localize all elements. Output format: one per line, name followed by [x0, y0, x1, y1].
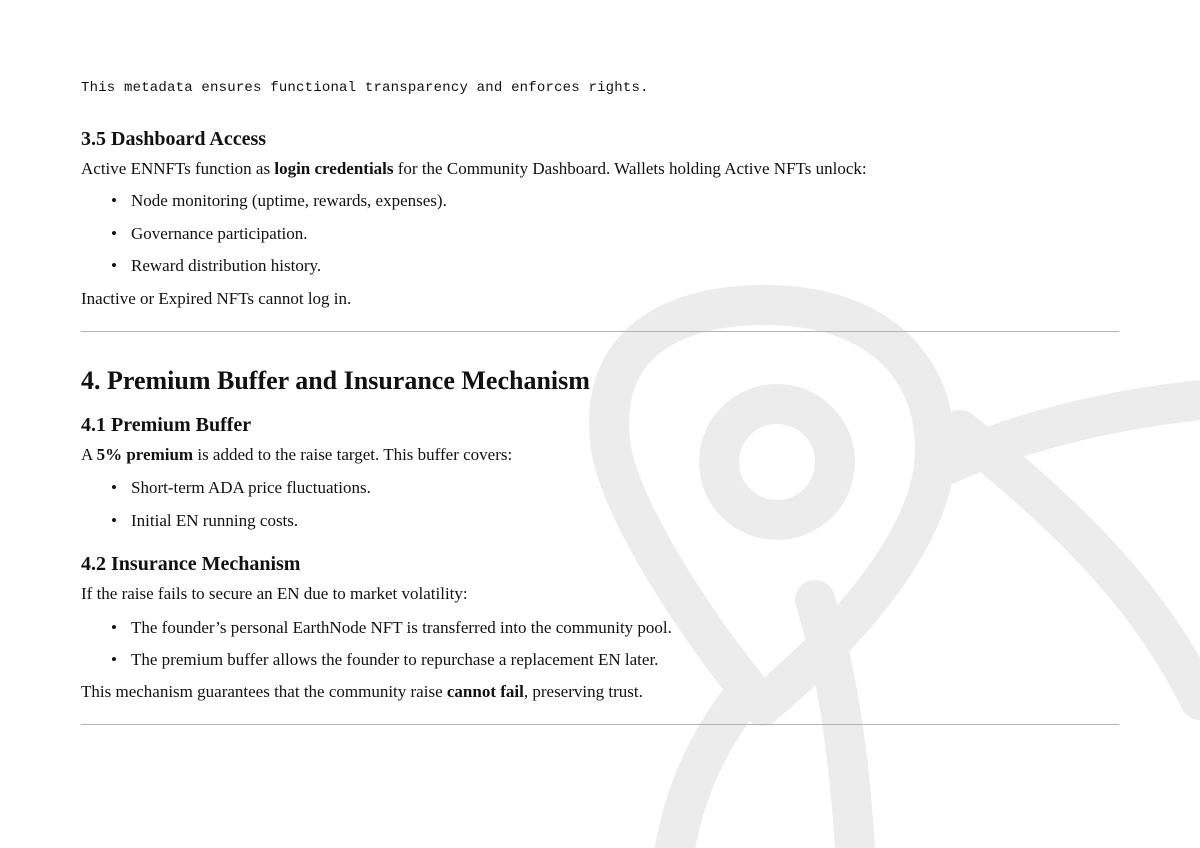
- section-4-2-conclusion-text-after: , preserving trust.: [523, 682, 643, 701]
- bullet-icon: •: [111, 618, 117, 637]
- section-4-2-heading: 4.2 Insurance Mechanism: [81, 553, 301, 575]
- list-item-text: Short-term ADA price fluctuations.: [131, 478, 371, 497]
- section-4-2-conclusion-bold: cannot fail: [446, 682, 524, 701]
- section-4-1-heading: 4.1 Premium Buffer: [81, 414, 252, 436]
- list-item-text: Reward distribution history.: [131, 256, 322, 275]
- section-3-5-intro-bold: login credentials: [274, 159, 394, 178]
- section-4-2-conclusion-text: This mechanism guarantees that the community raise: [81, 682, 447, 701]
- watermark-pin-hole: [719, 404, 835, 520]
- list-item-text: The premium buffer allows the founder to repurchase a replacement EN later.: [131, 650, 659, 669]
- section-3-5-intro-text: Active ENNFTs function as: [81, 159, 275, 178]
- section-4-1-intro-text: A: [81, 445, 97, 464]
- bullet-icon: •: [111, 256, 117, 275]
- list-item: [111, 255, 322, 277]
- list-item-text: Initial EN running costs.: [131, 511, 299, 530]
- list-item-text: Node monitoring (uptime, rewards, expenses).: [131, 191, 447, 210]
- list-item: [111, 223, 308, 245]
- list-item: [111, 190, 447, 212]
- watermark-orbit-arc: [960, 430, 1200, 700]
- list-item: [111, 617, 672, 639]
- watermark-orbit-arc: [675, 700, 740, 848]
- bullet-icon: •: [111, 191, 117, 210]
- section-4-2-intro: If the raise fails to secure an EN due to market volatility:: [81, 584, 468, 603]
- bullet-icon: •: [111, 650, 117, 669]
- section-4-1-intro: [81, 444, 512, 466]
- section-4-1-intro-bold: 5% premium: [96, 445, 194, 464]
- section-3-5-heading: 3.5 Dashboard Access: [81, 128, 267, 150]
- section-divider: [81, 331, 1119, 332]
- list-item: [111, 510, 299, 532]
- list-item: [111, 649, 659, 671]
- metadata-note: This metadata ensures functional transparency and enforces rights.: [81, 80, 649, 96]
- list-item-text: The founder’s personal EarthNode NFT is transferred into the community pool.: [131, 618, 672, 637]
- section-4-2-conclusion: [81, 681, 643, 703]
- bullet-icon: •: [111, 224, 117, 243]
- list-item: [111, 477, 371, 499]
- bullet-icon: •: [111, 511, 117, 530]
- list-item-text: Governance participation.: [131, 224, 308, 243]
- watermark-pin-outline: [609, 305, 935, 706]
- section-3-5-footer: Inactive or Expired NFTs cannot log in.: [81, 289, 352, 308]
- bullet-icon: •: [111, 478, 117, 497]
- section-3-5-intro: [81, 158, 867, 180]
- section-3-5-intro-text-after: for the Community Dashboard. Wallets holding Active NFTs unlock:: [393, 159, 867, 178]
- section-divider: [81, 724, 1119, 725]
- section-4-heading: 4. Premium Buffer and Insurance Mechanism: [81, 366, 590, 395]
- section-4-1-intro-text-after: is added to the raise target. This buffer covers:: [193, 445, 513, 464]
- watermark-orbit-arc: [935, 400, 1200, 470]
